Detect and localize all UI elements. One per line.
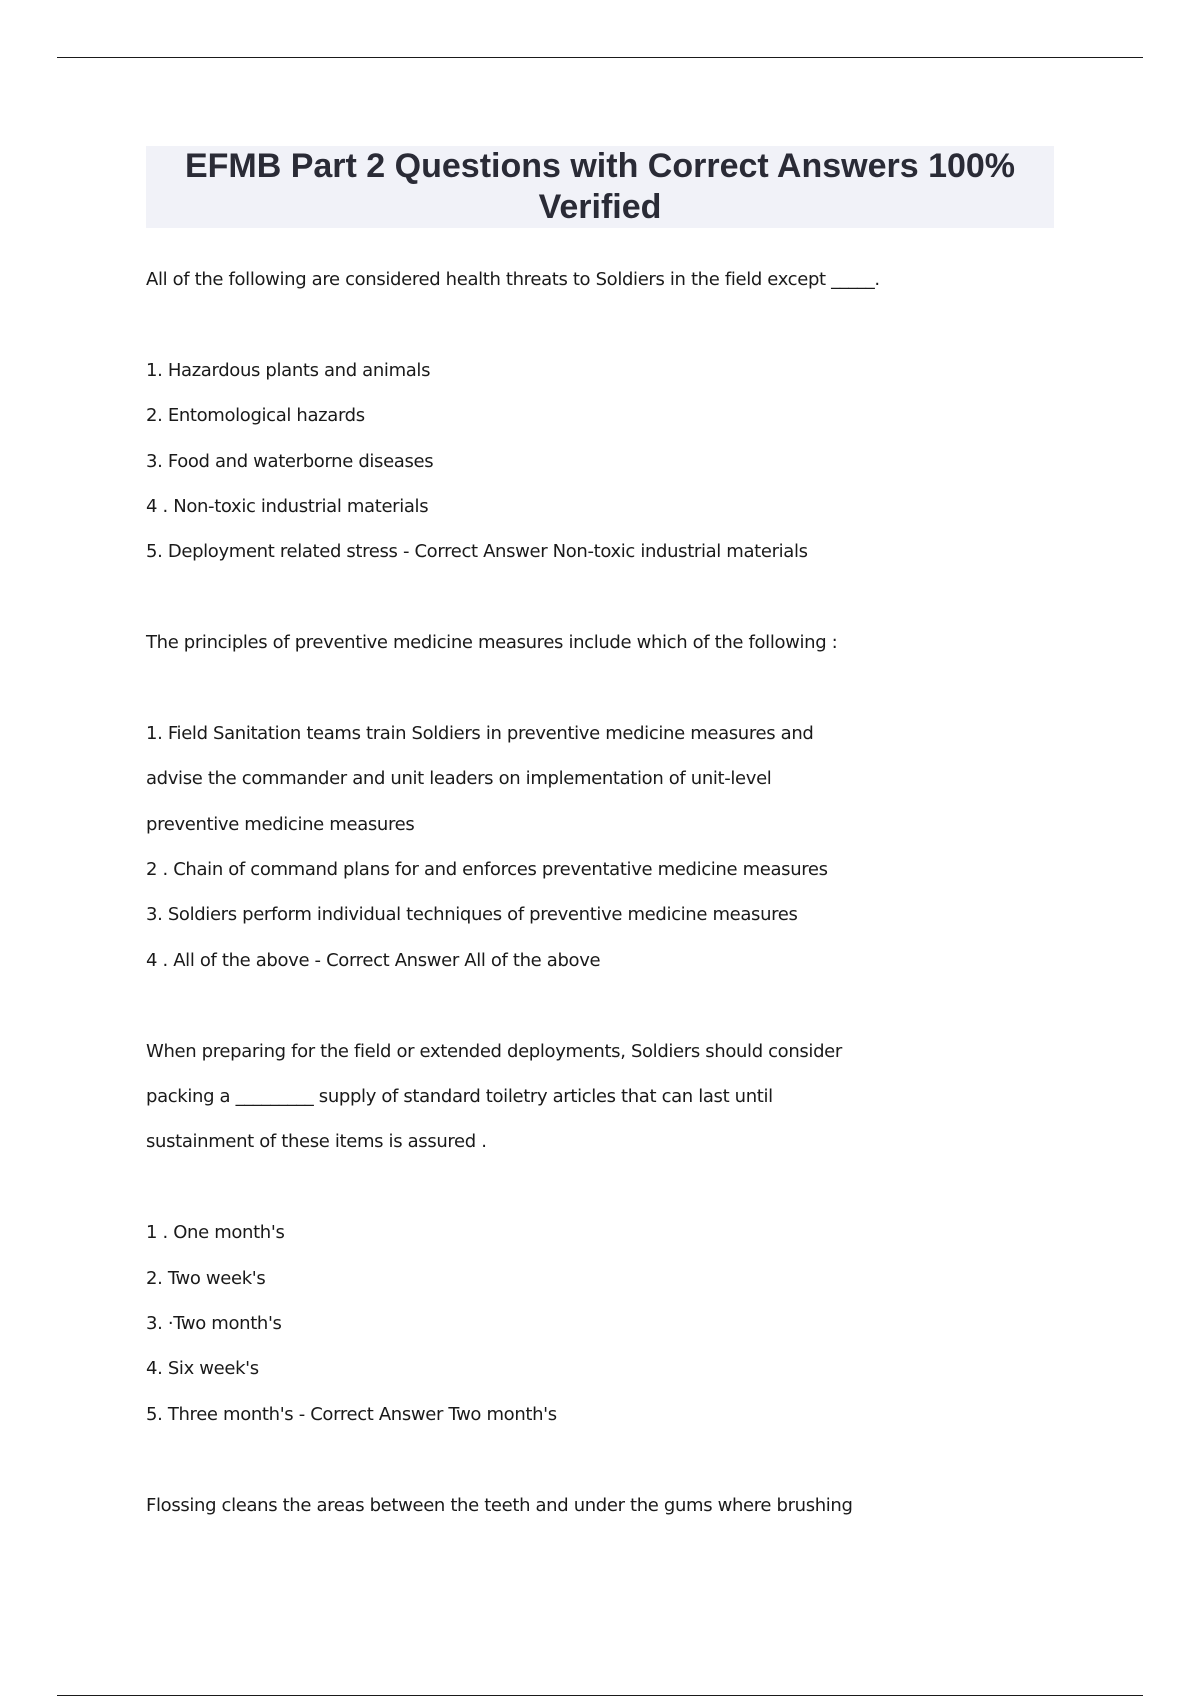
bottom-rule: [57, 1695, 1143, 1696]
answer-option: 5. Three month's - Correct Answer Two month's: [146, 1403, 557, 1425]
answer-option: 5. Deployment related stress - Correct Answer Non-toxic industrial materials: [146, 541, 808, 563]
top-rule: [57, 57, 1143, 58]
answer-option: 2. Entomological hazards: [146, 405, 365, 427]
answer-option: 4. Six week's: [146, 1358, 259, 1380]
question-text: All of the following are considered health threats to Soldiers in the field except _____.: [146, 269, 880, 290]
answer-option: 4 . All of the above - Correct Answer All of the above: [146, 949, 601, 971]
answer-option: 1. Field Sanitation teams train Soldiers in preventive medicine measures and: [146, 722, 814, 744]
question-text: sustainment of these items is assured .: [146, 1131, 487, 1153]
answer-option: 1 . One month's: [146, 1222, 285, 1244]
answer-option: 4 . Non-toxic industrial materials: [146, 495, 429, 517]
document-title: EFMB Part 2 Questions with Correct Answers 100% Verified: [184, 147, 1016, 226]
question-text: When preparing for the field or extended deployments, Soldiers should consider: [146, 1040, 842, 1062]
answer-option: 2 . Chain of command plans for and enforces preventative medicine measures: [146, 859, 828, 881]
question-text: Flossing cleans the areas between the teeth and under the gums where brushing: [146, 1494, 853, 1516]
title-banner: [146, 146, 1054, 228]
spacer: [146, 983, 1054, 1028]
spacer: [146, 1437, 1054, 1482]
answer-option: advise the commander and unit leaders on implementation of unit-level: [146, 768, 772, 790]
answer-option: preventive medicine measures: [146, 813, 415, 835]
spacer: [146, 666, 1054, 711]
answer-option: 3. ·Two month's: [146, 1312, 282, 1334]
document-body: [146, 257, 1054, 1528]
spacer: [146, 302, 1054, 347]
spacer: [146, 1165, 1054, 1210]
answer-option: 3. Soldiers perform individual techniques of preventive medicine measures: [146, 904, 798, 926]
answer-option: 3. Food and waterborne diseases: [146, 450, 434, 472]
question-text: packing a _________ supply of standard toiletry articles that can last until: [146, 1086, 773, 1108]
question-text: The principles of preventive medicine measures include which of the following :: [146, 632, 838, 654]
answer-option: 2. Two week's: [146, 1267, 266, 1289]
spacer: [146, 575, 1054, 620]
answer-option: 1. Hazardous plants and animals: [146, 359, 431, 381]
